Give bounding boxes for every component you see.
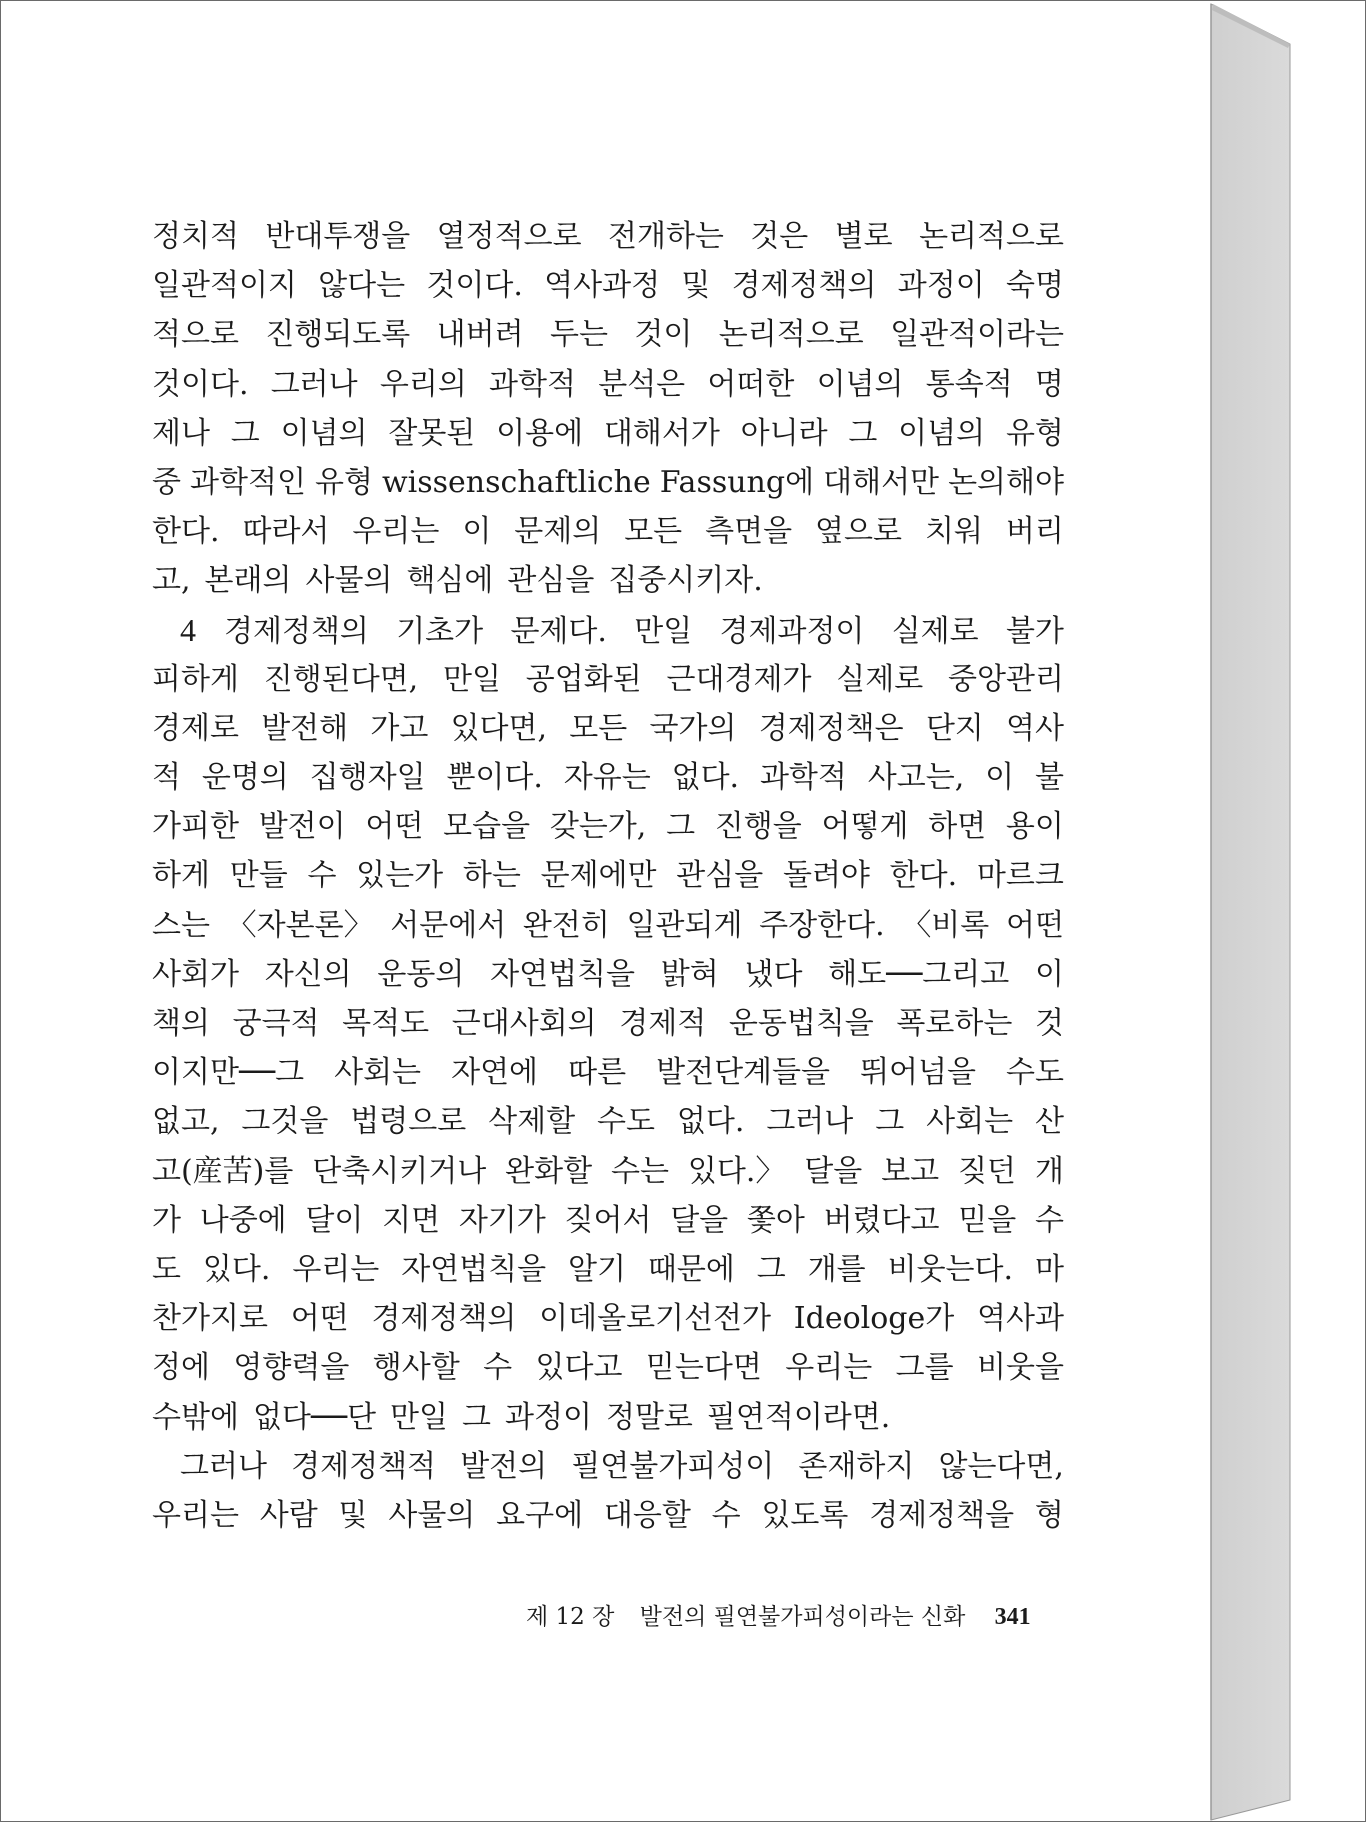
word: 궁극적 <box>232 1006 320 1041</box>
word: 있다고 <box>535 1350 623 1386</box>
word: 수도 <box>1006 1055 1064 1091</box>
word: 해도──그리고 <box>828 956 1010 992</box>
word: 한다. <box>889 858 958 894</box>
word: 가고 <box>370 710 429 746</box>
word: 그 <box>462 1399 491 1435</box>
word: 분석은 <box>598 366 686 402</box>
word: 통속적 <box>925 366 1013 402</box>
word: 따른 <box>568 1055 627 1091</box>
text-line <box>152 1442 1064 1491</box>
word: 것이다. <box>426 268 523 304</box>
word: 논리적으로 <box>718 317 864 353</box>
word: 역사과정 <box>544 268 661 304</box>
word: 그러나 <box>270 366 358 402</box>
word: 〈비록 <box>901 907 990 943</box>
word: 달을 <box>670 1202 729 1238</box>
word: 중앙관리 <box>948 661 1064 697</box>
word: 고(産苦)를 <box>152 1153 294 1189</box>
word: 이 <box>985 760 1015 796</box>
word: 만일 <box>390 1399 448 1435</box>
word: 않다는 <box>318 268 406 304</box>
word: 완전히 <box>522 907 610 943</box>
word: 실제로 <box>836 661 924 697</box>
word: 버렸다고 <box>823 1202 940 1238</box>
text-line <box>152 1196 1064 1245</box>
word: 서문에서 <box>390 907 507 943</box>
word: 그 <box>848 415 878 451</box>
word: 것이 <box>634 317 693 353</box>
word: 자기가 <box>458 1202 546 1238</box>
word: 쫓아 <box>746 1202 805 1238</box>
word: 진행되도록 <box>265 317 411 353</box>
word: 개 <box>1034 1153 1064 1189</box>
word: 스는 <box>152 907 210 943</box>
word: 밝혀 <box>660 956 719 992</box>
word: 형 <box>1034 1497 1064 1533</box>
word: 있다면, <box>450 710 548 746</box>
word: 달을 <box>804 1153 863 1189</box>
word: 관심을 <box>507 563 595 599</box>
word: 단축시키거나 <box>312 1153 487 1189</box>
word: 일관되게 <box>626 907 743 943</box>
text-line <box>152 1491 1064 1540</box>
word: 자연법칙을 <box>401 1251 547 1287</box>
word: 뿐이다. <box>446 760 543 796</box>
word: 사회는 <box>334 1055 422 1091</box>
word: 어떤 <box>290 1301 349 1337</box>
word: 짖던 <box>958 1153 1017 1189</box>
word: 근대사회의 <box>451 1006 597 1041</box>
word: 것이다. <box>152 366 249 402</box>
word: wissenschaftliche <box>381 464 651 500</box>
word: 적으로 <box>152 317 239 353</box>
word: 측면을 <box>705 514 793 550</box>
text-line <box>152 802 1064 851</box>
word: 대해서만 <box>823 464 940 500</box>
word: 알기 <box>568 1251 626 1287</box>
word: 과학적 <box>489 366 576 402</box>
word: 적 <box>152 760 181 796</box>
word: 하게 <box>152 858 210 894</box>
word: 유형 <box>1005 415 1064 451</box>
word: 전개하는 <box>607 219 724 254</box>
text-line <box>152 704 1064 753</box>
word: 책의 <box>152 1006 210 1041</box>
word: 숙명 <box>1005 268 1064 304</box>
word: 사고는, <box>867 760 965 796</box>
word: 있다.〉 <box>687 1153 786 1189</box>
text-line <box>152 1294 1064 1343</box>
word: 주장한다. <box>759 907 885 943</box>
word: 발전단계들을 <box>656 1055 830 1091</box>
word: 이지만──그 <box>152 1055 305 1091</box>
word: 없고, <box>152 1104 220 1140</box>
word: 과학적인 <box>190 464 306 500</box>
word: 논리적으로 <box>919 219 1064 254</box>
word: 개를 <box>807 1251 866 1287</box>
word: 두는 <box>550 317 608 353</box>
text-line <box>152 212 1064 261</box>
word: 어떠한 <box>707 366 795 402</box>
word: 우리는 <box>785 1350 873 1386</box>
word: 논의해야 <box>948 464 1064 500</box>
chapter-label: 제 12 장 <box>526 1604 615 1630</box>
word: 치워 <box>924 514 983 550</box>
word: 정치적 <box>152 219 239 254</box>
word: 어떻게 <box>821 809 909 845</box>
word: 산 <box>1034 1104 1064 1140</box>
word: Fassung에 <box>659 464 815 500</box>
text-line <box>152 606 1064 655</box>
text-line <box>152 901 1064 950</box>
word: 진행을 <box>714 809 802 845</box>
word: 영향력을 <box>233 1350 350 1386</box>
word: 불 <box>1034 760 1064 796</box>
word: 잘못된 <box>388 415 476 451</box>
word: 사물의 <box>305 563 393 599</box>
word: 일관적이지 <box>152 268 297 304</box>
word: 수 <box>711 1497 741 1533</box>
word: 피하게 <box>152 661 239 697</box>
word: 〈자본론〉 <box>226 907 374 943</box>
word: 이용에 <box>496 415 584 451</box>
word: 있도록 <box>761 1497 849 1533</box>
word: 것 <box>1034 1006 1064 1041</box>
text-line <box>152 556 1064 605</box>
word: 비웃을 <box>977 1350 1064 1386</box>
word: 어떤 <box>1005 907 1064 943</box>
text-line <box>152 851 1064 900</box>
word: 완화할 <box>505 1153 593 1189</box>
word: 우리의 <box>379 366 467 402</box>
word: 자연에 <box>451 1055 539 1091</box>
word: 사회는 <box>926 1104 1014 1140</box>
word: 행사할 <box>372 1350 460 1386</box>
text-line <box>152 1343 1064 1392</box>
word: 사회가 <box>152 956 239 992</box>
text-line <box>152 409 1064 458</box>
word: 요구에 <box>496 1497 584 1533</box>
word: 필연불가피성이 <box>571 1448 775 1484</box>
word: 그 <box>756 1251 786 1287</box>
word: 명 <box>1034 366 1064 402</box>
word: 대응할 <box>603 1497 691 1533</box>
word: 핵심에 <box>406 563 494 599</box>
word: 열정적으로 <box>436 219 582 254</box>
word: 및 <box>681 268 711 304</box>
word: 만일 <box>443 661 501 697</box>
word: 어떤 <box>365 809 424 845</box>
word: 버리 <box>1005 514 1064 550</box>
word: 이념의 <box>898 415 986 451</box>
word: 목적도 <box>342 1006 430 1041</box>
word: 내버려 <box>436 317 524 353</box>
word: 경제정책의 <box>731 268 877 304</box>
word: 국가의 <box>649 710 737 746</box>
word: 가피한 <box>152 809 239 845</box>
word: 자신의 <box>264 956 352 992</box>
text-line <box>152 507 1064 556</box>
book-page <box>2 2 1210 1820</box>
word: Ideologe가 <box>793 1301 955 1337</box>
word: 운동의 <box>377 956 465 992</box>
running-footer <box>526 1598 1031 1631</box>
word: 있다. <box>202 1251 271 1287</box>
word: 운동법칙을 <box>728 1006 874 1041</box>
word: 나중에 <box>199 1202 287 1238</box>
word: 폭로하는 <box>896 1006 1013 1041</box>
word: 발전해 <box>261 710 349 746</box>
word: 과정이 <box>897 268 985 304</box>
word: 집행자일 <box>309 760 426 796</box>
word: 수 <box>483 1350 513 1386</box>
text-line <box>152 310 1064 359</box>
word: 역사 <box>1006 710 1064 746</box>
word: 제나 <box>152 415 210 451</box>
word: 옆으로 <box>815 514 902 550</box>
word: 문제의 <box>514 514 602 550</box>
word: 돌려야 <box>782 858 870 894</box>
page-number: 341 <box>994 1604 1031 1630</box>
text-line <box>152 950 1064 999</box>
word: 수도 <box>597 1104 655 1140</box>
word: 아니라 <box>740 415 828 451</box>
word: 한다. <box>152 514 220 550</box>
word: 만들 <box>229 858 288 894</box>
word: 사람 <box>259 1497 318 1533</box>
word: 자유는 <box>563 760 651 796</box>
word: 그 <box>875 1104 905 1140</box>
word: 별로 <box>834 219 893 254</box>
word: 모든 <box>569 710 628 746</box>
word: 달이 <box>305 1202 364 1238</box>
word: 수는 <box>610 1153 669 1189</box>
word: 그것을 <box>241 1104 329 1140</box>
text-line <box>152 261 1064 310</box>
word: 경제로 <box>152 710 239 746</box>
text-line <box>152 655 1064 704</box>
word: 자연법칙을 <box>490 956 636 992</box>
word: 우리는 <box>352 514 440 550</box>
body-text <box>152 212 1064 1540</box>
text-line <box>152 360 1064 409</box>
word: 이 <box>1034 956 1064 992</box>
word: 역사과 <box>977 1301 1064 1337</box>
word: 없다. <box>676 1104 745 1140</box>
word: 공업화된 <box>525 661 642 697</box>
word: 그러나 <box>180 1448 267 1484</box>
text-line <box>152 999 1064 1048</box>
text-line <box>152 1393 1064 1442</box>
word: 우리는 <box>152 1497 239 1533</box>
word: 우리는 <box>292 1251 380 1287</box>
word: 정말로 <box>605 1399 693 1435</box>
word: 존재하지 <box>798 1448 915 1484</box>
word: 하면 <box>928 809 987 845</box>
word: 경제정책적 <box>291 1448 437 1484</box>
word: 냈다 <box>744 956 803 992</box>
word: 진행된다면, <box>263 661 419 697</box>
word: 도 <box>152 1251 181 1287</box>
word: 않는다면, <box>938 1448 1064 1484</box>
word: 그 <box>230 415 260 451</box>
word: 사물의 <box>388 1497 476 1533</box>
word: 및 <box>338 1497 368 1533</box>
word: 없다. <box>671 760 740 796</box>
word: 운명의 <box>201 760 289 796</box>
word: 비웃는다. <box>887 1251 1014 1287</box>
word: 있는가 <box>356 858 444 894</box>
word: 하는 <box>462 858 521 894</box>
word: 중 <box>152 464 181 500</box>
word: 근대경제가 <box>666 661 812 697</box>
word: 이데올로기선전가 <box>539 1301 771 1337</box>
word: 경제정책은 <box>758 710 904 746</box>
word: 발전의 <box>460 1448 548 1484</box>
word: 본래의 <box>204 563 292 599</box>
word: 모습을 <box>443 809 531 845</box>
word: 경제적 <box>619 1006 707 1041</box>
word: 이념의 <box>280 415 368 451</box>
word: 가 <box>152 1202 181 1238</box>
word: 모든 <box>624 514 683 550</box>
word: 지면 <box>382 1202 441 1238</box>
word: 그를 <box>895 1350 954 1386</box>
text-line <box>152 1048 1064 1097</box>
word: 갖는가, <box>549 809 647 845</box>
text-line <box>152 1147 1064 1196</box>
text-line <box>152 458 1064 507</box>
word: 보고 <box>881 1153 940 1189</box>
word: 경제정책의 <box>371 1301 517 1337</box>
word: 법령으로 <box>350 1104 467 1140</box>
text-line <box>152 753 1064 802</box>
word: 경제정책을 <box>869 1497 1015 1533</box>
word: 이 <box>462 514 492 550</box>
word: 집중시키자. <box>608 563 763 599</box>
word: 이념의 <box>816 366 904 402</box>
word: 유형 <box>314 464 373 500</box>
word: 용이 <box>1005 809 1064 845</box>
word: 뛰어넘을 <box>860 1055 976 1091</box>
word: 삭제할 <box>488 1104 576 1140</box>
word: 마르크 <box>976 858 1064 894</box>
section-number: 4 <box>180 611 196 648</box>
word: 관심을 <box>676 858 764 894</box>
word: 믿는다면 <box>645 1350 762 1386</box>
word: 수 <box>307 858 337 894</box>
word: 일관적이라는 <box>890 317 1064 353</box>
word: 발전이 <box>258 809 346 845</box>
word: 과학적 <box>759 760 847 796</box>
word: 수 <box>1034 1202 1064 1238</box>
text-line <box>152 1097 1064 1146</box>
word: 없다──단 <box>252 1399 377 1435</box>
word: 고, <box>152 563 191 599</box>
word: 짖어서 <box>564 1202 652 1238</box>
word: 그 <box>666 809 696 845</box>
word: 수밖에 <box>152 1399 239 1435</box>
word: 과정이 <box>504 1399 592 1435</box>
word: 것은 <box>750 219 809 254</box>
word: 그러나 <box>766 1104 854 1140</box>
word: 반대투쟁을 <box>265 219 411 254</box>
word: 믿을 <box>958 1202 1017 1238</box>
text-line <box>152 1245 1064 1294</box>
word: 마 <box>1034 1251 1064 1287</box>
word: 문제에만 <box>540 858 657 894</box>
word: 대해서가 <box>603 415 720 451</box>
line-text: 경제정책의 기초가 문제다. 만일 경제과정이 실제로 불가 <box>224 613 1064 649</box>
word: 찬가지로 <box>152 1301 268 1337</box>
word: 정에 <box>152 1350 210 1386</box>
word: 필연적이라면. <box>706 1399 891 1435</box>
word: 때문에 <box>647 1251 735 1287</box>
word: 단지 <box>925 710 984 746</box>
chapter-title: 발전의 필연불가피성이라는 신화 <box>639 1604 966 1630</box>
word: 따라서 <box>242 514 330 550</box>
